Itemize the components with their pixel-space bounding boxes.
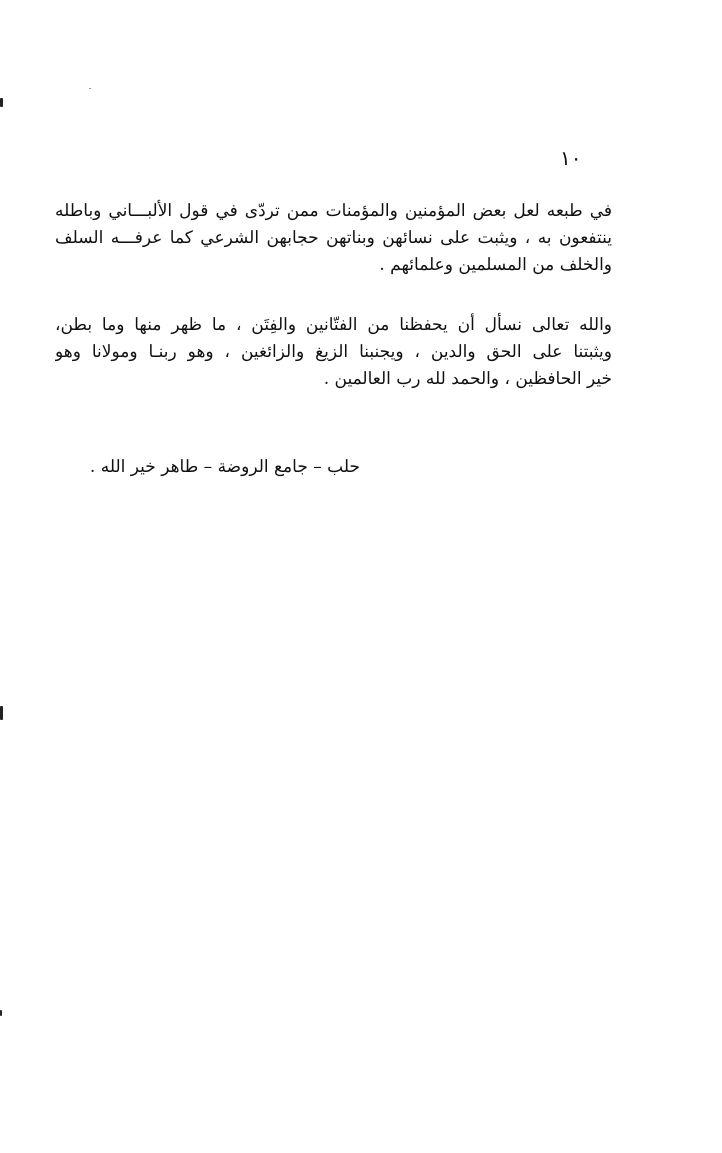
paragraph-2-line-2: ويثبتنا على الحق والدين ، ويجنبنا الزيغ والزائغين ، وهو ربنـا ومولانا وهو bbox=[55, 342, 612, 362]
paragraph-1-line-1: في طبعه لعل بعض المؤمنين والمؤمنات ممن تردّى في قول الألبـــاني وباطله bbox=[55, 201, 612, 221]
paragraph-1-line-3: والخلف من المسلمين وعلمائهم . bbox=[379, 255, 612, 275]
paragraph-1 bbox=[55, 198, 612, 279]
paragraph-2-line-3: خير الحافظين ، والحمد لله رب العالمين . bbox=[323, 369, 612, 389]
signature: حلب – جامع الروضة – طاهر خير الله . bbox=[89, 457, 360, 477]
paragraph-2-line-1: والله تعالى نسأل أن يحفظنا من الفتّانين والفِتَن ، ما ظهر منها وما بطن، bbox=[55, 315, 612, 335]
scan-mark-top bbox=[0, 98, 3, 107]
scan-speck bbox=[89, 88, 91, 89]
page-number: ١٠ bbox=[560, 146, 582, 170]
paragraph-2 bbox=[55, 312, 612, 393]
paragraph-1-line-2: ينتفعون به ، ويثبت على نسائهن وبناتهن حجابهن الشرعي كما عرفـــه السلف bbox=[55, 228, 612, 248]
scan-mark-bottom bbox=[0, 1010, 2, 1016]
scan-mark-middle bbox=[0, 706, 3, 720]
